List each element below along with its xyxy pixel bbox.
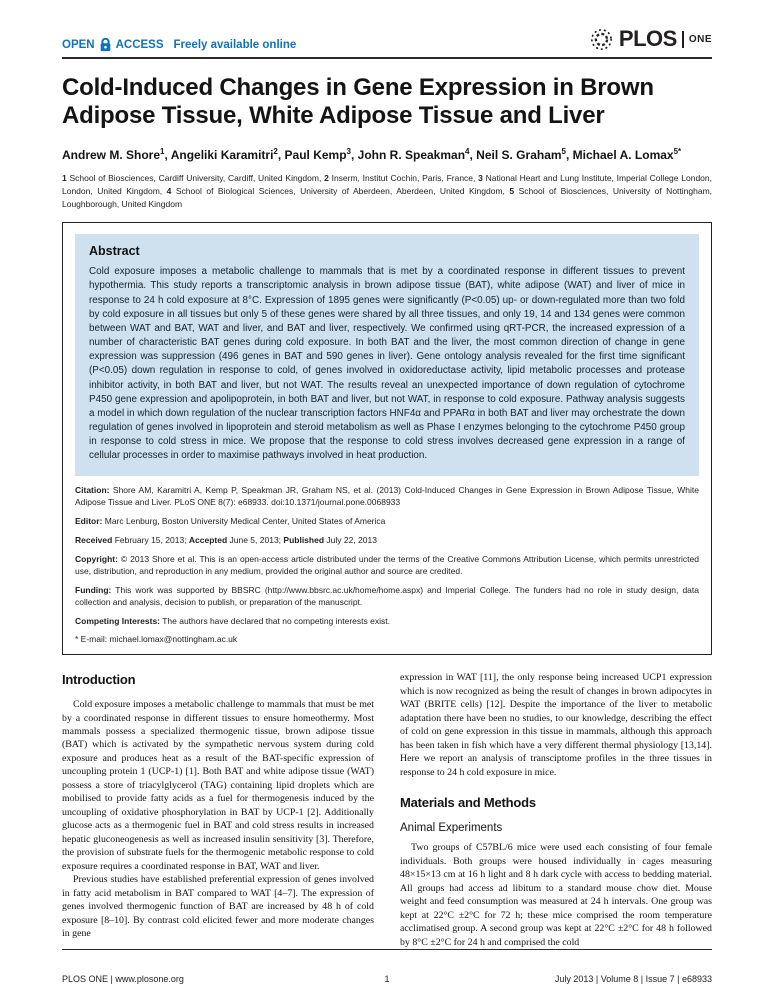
author: John R. Speakman$^4$, (357, 147, 477, 163)
open-lock-icon (99, 37, 112, 52)
article-title: Cold-Induced Changes in Gene Expression in Brown Adipose Tissue, White Adipose Tissue and Liver (62, 74, 654, 130)
freely-available-label: Freely available online (173, 38, 297, 51)
competing-interests-line: Competing Interests: The authors have declared that no competing interests exist. (75, 615, 390, 626)
editor-line: Editor: Marc Lenburg, Boston University Medical Center, United States of America (75, 516, 386, 527)
plos-wordmark: PLOS (618, 26, 677, 51)
abstract-box (75, 234, 699, 476)
materials-methods-heading: Materials and Methods (400, 795, 536, 811)
author-affiliation-sup: 5 (561, 147, 566, 157)
author-affiliation-sup: 3 (346, 147, 351, 157)
open-label: OPEN (62, 38, 95, 51)
article-metadata (75, 485, 699, 646)
logo-divider (682, 31, 684, 48)
animal-experiments-subheading: Animal Experiments (400, 821, 503, 834)
author: Andrew M. Shore$^1$, (62, 147, 171, 163)
page-number: 1 (384, 974, 390, 984)
header-bar (62, 26, 712, 59)
abstract-text: Cold exposure imposes a metabolic challenge to mammals that is met by a coordinated response in different tissues to prevent hypothermia. This study reports a transcriptomic analysis in brown adipose tissue (BAT), white adipose (WAT) and liver of mice in response to 24 h cold exposure at 8°C. Expression of 1895 genes were significantly (P<0.05) up- or down-regulated more than two fold by cold exposure in all tissues but only 5 of these genes were shared by all three tissues, and only 19, 14 and 134 genes were common between WAT and BAT, WAT and liver, and BAT and liver, respectively. We confirmed using qRT-PCR, the increased expression of a number of characteristic BAT genes during cold exposure. In both BAT and the liver, the most common direction of change in gene expression was suppression (496 genes in BAT and 590 genes in liver). Gene ontology analysis revealed for the first time significant (P<0.05) down regulation in response to cold, of genes involved in oxidoreductase activity, lipid metabolic processes and protease inhibitor activity, in both BAT and liver, but not WAT. The results reveal an unexpected importance of down regulation of cytochrome P450 gene expression and apolipoprotein, in both BAT and liver, but not WAT, in response to cold exposure. Pathway analysis suggests a model in which down regulation of the nuclear transcription factors HNF4α and PPARα in both BAT and liver may orchestrate the down regulation of genes involved in lipoprotein and steroid metabolism as well as Phase I enzymes belonging to the cytochrome P450 group in response to cold stress in mice. We propose that the response to cold stress involves decreased gene expression in a range of cellular processes in order to maximise pathways involved in heat production. (89, 266, 685, 462)
journal-url: PLOS ONE | www.plosone.org (62, 974, 184, 984)
author-affiliation-sup: 1 (160, 147, 165, 157)
author: Neil S. Graham$^5$, (476, 147, 573, 163)
author-list (62, 146, 712, 164)
body-columns (62, 671, 712, 949)
dates-line: Received February 15, 2013; Accepted June 5, 2013; Published July 22, 2013 (75, 535, 377, 546)
author-affiliation-sup: 5* (673, 147, 682, 157)
article-info-box (62, 222, 712, 655)
issue-info: July 2013 | Volume 8 | Issue 7 | e68933 (554, 974, 712, 984)
methods-paragraph: Two groups of C57BL/6 mice were used each consisting of four female individuals. Both groups were housed individually in cages measuring 48×15×13 cm at 16 h light and 8 h dark cycle with access to bedding material. All groups had access ad libitum to a standard mouse chow diet. Mouse weight and feed consumption was measured at 24 h intervals. One group was kept at 22°C ±2°C for 72 h; these mice comprised the room temperature acclimatised group. A second group was kept at 22°C ±2°C for 48 h followed by 8°C ±2°C for 24 h and comprised the cold (400, 842, 712, 948)
open-access-banner (62, 37, 296, 52)
plos-logo-icon (589, 27, 614, 52)
footer-rule (62, 949, 712, 950)
access-label: ACCESS (115, 38, 164, 51)
plos-one-logo (589, 26, 712, 52)
copyright-line: Copyright: © 2013 Shore et al. This is an open-access article distributed under the terms of the Creative Commons Attribution License, which permits unrestricted use, distribution, and reproduction in any medium, provided the original author and source are credited. (75, 554, 699, 576)
citation-line: Citation: Shore AM, Karamitri A, Kemp P, Speakman JR, Graham NS, et al. (2013) Cold-Induced Changes in Gene Expression in Brown Adipose Tissue, White Adipose Tissue and Liver. PLoS ONE 8(7): e68933. doi:10.1371/journal.pone.0068933 (75, 485, 699, 508)
author-affiliation-sup: 2 (273, 147, 278, 157)
one-label: ONE (688, 33, 712, 45)
author: Angeliki Karamitri$^2$, (170, 147, 285, 163)
author-affiliation-sup: 4 (465, 147, 470, 157)
author: Michael A. Lomax$^{5*}$ (572, 147, 682, 163)
funding-line: Funding: This work was supported by BBSRC (http://www.bbsrc.ac.uk/home/home.aspx) and Imperial College. The funders had no role in study design, data collection and analysis, decision to publish, or preparation of the manuscript. (75, 584, 699, 607)
affiliations: 1 School of Biosciences, Cardiff University, Cardiff, United Kingdom, 2 Inserm, Institut Cochin, Paris, France, 3 National Heart and Lung Institute, Imperial College London, London, United Kingdom, 4 School of Biological Sciences, University of Aberdeen, Aberdeen, United Kingdom, 5 School of Biosciences, University of Nottingham, Loughborough, United Kingdom (62, 173, 713, 209)
author: Paul Kemp$^3$, (284, 147, 358, 163)
right-column (400, 671, 712, 949)
introduction-paragraph: Cold exposure imposes a metabolic challenge to mammals that must be met by a coordinated response in different tissues to ensure homeothermy. Most mammals possess a specialized thermogenic tissue, brown adipose tissue (BAT) which is activated by the sympathetic nervous system during cold exposure and produces heat as a result of the BAT-specific expression of uncoupling protein 1 (UCP-1) [1]. Both BAT and white adipose tissue (WAT) possess a store of triacylglycerol (TAG) containing lipid droplets which are mobilised to provide fatty acids as a fuel for thermogenesis induced by the uncoupling of oxidative phosphorylation in BAT by UCP-1 [2]. Additionally glucose acts as a thermogenic fuel in BAT and cold stress results in increased hepatic gluconeogenesis as well as increased insulin sensitivity [3]. Therefore, the provision of substrate fuels for the thermogenic metabolic response to cold exposure requires a coordinated response in BAT, WAT and liver. (62, 699, 374, 872)
left-column (62, 671, 374, 949)
email-line: * E-mail: michael.lomax@nottingham.ac.uk (75, 634, 238, 645)
introduction-heading: Introduction (62, 672, 136, 688)
introduction-paragraph: Previous studies have established preferential expression of genes involved in fatty acid metabolism in BAT compared to WAT [4–7]. The expression of genes involved thermogenic function of BAT are increased by 48 h of cold exposure [8–10]. By contrast cold elicited fewer and more moderate changes in gene (62, 874, 374, 940)
introduction-paragraph-continued: expression in WAT [11], the only response being increased UCP1 expression which is now recognized as being the result of changes in brown adipocytes in WAT (BRITE cells) [12]. Despite the importance of the liver to metabolic adaptation there have been no studies, to our knowledge, describing the effect of cold on gene expression in this tissue in mammals, although this approach has been taken in fish which have a very different thermal physiology [13,14]. Here we report an analysis of transciptome profiles in the three tissues in response to 24 h cold exposure in mice. (400, 672, 712, 778)
abstract-heading: Abstract (89, 244, 140, 259)
